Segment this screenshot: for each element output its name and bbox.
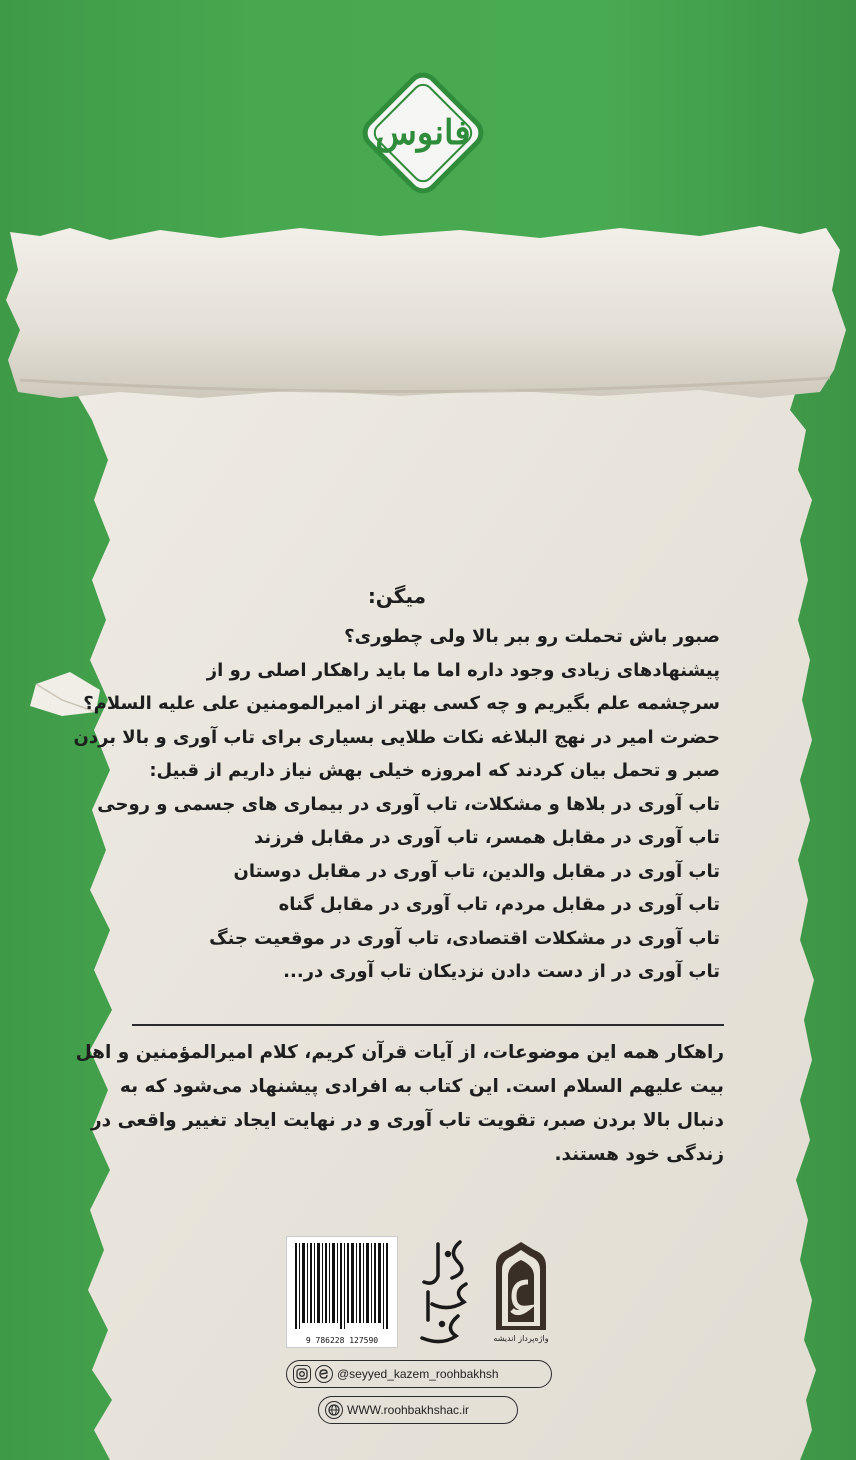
summary-line: دنبال بالا بردن صبر، تقویت تاب آوری و در نهایت ایجاد تغییر واقعی در [90, 1110, 724, 1131]
summary-line: بیت علیهم السلام است. این کتاب به افرادی پیشنهاد می‌شود که به [119, 1076, 724, 1097]
instagram-icon [293, 1365, 311, 1383]
intro-heading: میگن: [367, 584, 426, 608]
publisher-emblem [488, 1240, 554, 1334]
publisher-logo [488, 1240, 554, 1350]
intro-line: صبر و تحمل بیان کردند که امروزه خیلی بهش نیاز داریم از قبیل: [149, 760, 720, 781]
intro-text [73, 620, 720, 989]
social-handle-pill[interactable] [286, 1360, 552, 1388]
intro-line: سرچشمه علم بگیریم و چه کسی بهتر از امیرالمومنین علی علیه السلام؟ [83, 693, 720, 714]
intro-line: تاب آوری در مقابل مردم، تاب آوری در مقابل گناه [278, 894, 720, 915]
eitaa-icon [315, 1365, 333, 1383]
website-pill[interactable] [318, 1396, 518, 1424]
brand-logo [356, 66, 490, 200]
intro-line: تاب آوری در مقابل والدین، تاب آوری در مقابل دوستان [233, 860, 720, 882]
intro-line: تاب آوری در بلاها و مشکلات، تاب آوری در بیماری های جسمی و روحی [97, 793, 720, 815]
intro-line: تاب آوری در مقابل همسر، تاب آوری در مقابل فرزند [253, 827, 720, 848]
intro-line: تاب آوری در مشکلات اقتصادی، تاب آوری در موقعیت جنگ [209, 927, 720, 949]
publisher-caption: واژه‌پرداز اندیشه [493, 1334, 549, 1343]
summary-text [75, 1036, 724, 1172]
intro-line: حضرت امیر در نهج البلاغه نکات طلایی بسیاری برای تاب آوری و بالا بردن [73, 726, 720, 748]
intro-line: پیشنهادهای زیادی وجود داره اما ما باید راهکار اصلی رو از [206, 659, 720, 681]
isbn-barcode [286, 1236, 398, 1348]
barcode-bars [287, 1237, 397, 1333]
website-url: WWW.roohbakhshac.ir [347, 1403, 470, 1417]
globe-icon [325, 1401, 343, 1419]
intro-line: صبور باش تحملت رو ببر بالا ولی چطوری؟ [344, 626, 720, 647]
logo-label: فانوس [375, 113, 471, 153]
section-divider [132, 1024, 724, 1026]
summary-line: راهکار همه این موضوعات، از آیات قرآن کریم، کلام امیرالمؤمنین و اهل [75, 1042, 724, 1063]
intro-line: تاب آوری در از دست دادن نزدیکان تاب آوری در... [283, 961, 720, 982]
summary-line: زندگی خود هستند. [554, 1144, 724, 1165]
isbn-number: 9 786228 127590 [305, 1336, 379, 1345]
author-signature [408, 1232, 480, 1350]
social-handle: @seyyed_kazem_roohbakhsh [337, 1367, 499, 1381]
